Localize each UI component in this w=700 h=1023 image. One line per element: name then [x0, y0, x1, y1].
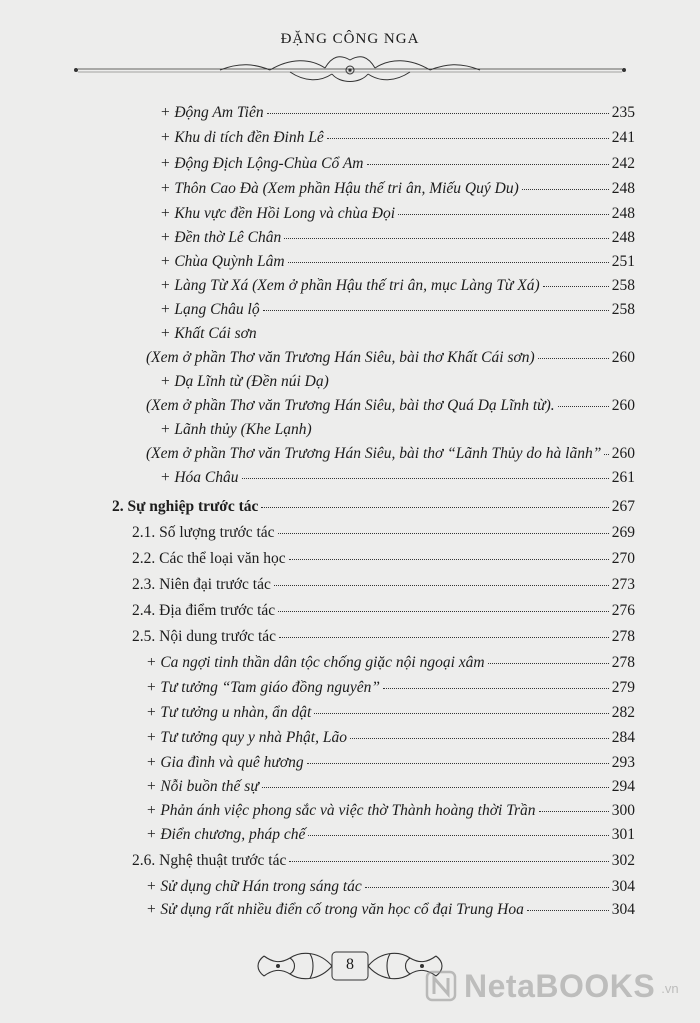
toc-subsection: 2.4. Địa điểm trước tác 276 [132, 602, 635, 619]
toc-entry: + Phản ánh việc phong sắc và việc thờ Thành hoàng thời Trần 300 [146, 802, 635, 819]
toc-entry: + Đền thờ Lê Chân 248 [160, 229, 635, 246]
toc-entry-heading-only: + Khất Cái sơn [160, 325, 257, 342]
toc-subsection: 2.3. Niên đại trước tác 273 [132, 576, 635, 593]
toc-subsection: 2.1. Số lượng trước tác 269 [132, 524, 635, 541]
toc-entry: + Thôn Cao Đà (Xem phần Hậu thế tri ân, Miếu Quý Du) 248 [160, 180, 635, 197]
header-ornament [70, 52, 630, 86]
toc-entry: (Xem ở phần Thơ văn Trương Hán Siêu, bài thơ “Lãnh Thủy do hà lãnh” 260 [146, 445, 635, 462]
toc-entry: + Động Địch Lộng-Chùa Cổ Am 242 [160, 155, 635, 172]
watermark [424, 968, 679, 1004]
toc-entry: + Sử dụng chữ Hán trong sáng tác 304 [146, 878, 635, 895]
toc-section-heading: 2. Sự nghiệp trước tác 267 [112, 498, 635, 515]
toc-entry: (Xem ở phần Thơ văn Trương Hán Siêu, bài thơ Khất Cái sơn) 260 [146, 349, 635, 366]
running-header: ĐẶNG CÔNG NGA [280, 31, 420, 47]
toc-subsection: 2.5. Nội dung trước tác 278 [132, 628, 635, 645]
toc-entry: + Ca ngợi tinh thần dân tộc chống giặc nội ngoại xâm 278 [146, 654, 635, 671]
toc-entry: + Lạng Châu lộ 258 [160, 301, 635, 318]
toc-entry: + Nỗi buồn thế sự 294 [146, 778, 635, 795]
toc-entry-heading-only: + Dạ Lĩnh từ (Đền núi Dạ) [160, 373, 329, 390]
toc-entry: + Tư tưởng quy y nhà Phật, Lão 284 [146, 729, 635, 746]
toc-entry: + Tư tưởng u nhàn, ẩn dật 282 [146, 704, 635, 721]
page-number: 8 [346, 956, 354, 973]
toc-subsection: 2.2. Các thể loại văn học 270 [132, 550, 635, 567]
toc-entry: + Động Am Tiên 235 [160, 104, 635, 121]
toc-entry: + Khu vực đền Hồi Long và chùa Đọi 248 [160, 205, 635, 222]
toc-entry: + Điển chương, pháp chế 301 [146, 826, 635, 843]
toc-entry: + Sử dụng rất nhiều điển cố trong văn học cổ đại Trung Hoa 304 [146, 901, 635, 918]
toc-entry: + Tư tưởng “Tam giáo đồng nguyên” 279 [146, 679, 635, 696]
netabooks-logo-icon [424, 969, 458, 1003]
toc-entry: + Gia đình và quê hương 293 [146, 754, 635, 771]
toc-entry: (Xem ở phần Thơ văn Trương Hán Siêu, bài thơ Quá Dạ Lĩnh từ). 260 [146, 397, 635, 414]
watermark-brand: NetaBOOKS [464, 967, 656, 1004]
toc-entry-heading-only: + Lãnh thủy (Khe Lạnh) [160, 421, 312, 438]
toc-entry: + Hóa Châu 261 [160, 469, 635, 486]
toc-entry: + Khu di tích đền Đinh Lê 241 [160, 129, 635, 146]
watermark-suffix: .vn [661, 981, 679, 996]
toc-entry: + Chùa Quỳnh Lâm 251 [160, 253, 635, 270]
toc-entry: + Làng Từ Xá (Xem ở phần Hậu thế tri ân, mục Làng Từ Xá) 258 [160, 277, 635, 294]
toc-subsection: 2.6. Nghệ thuật trước tác 302 [132, 852, 635, 869]
